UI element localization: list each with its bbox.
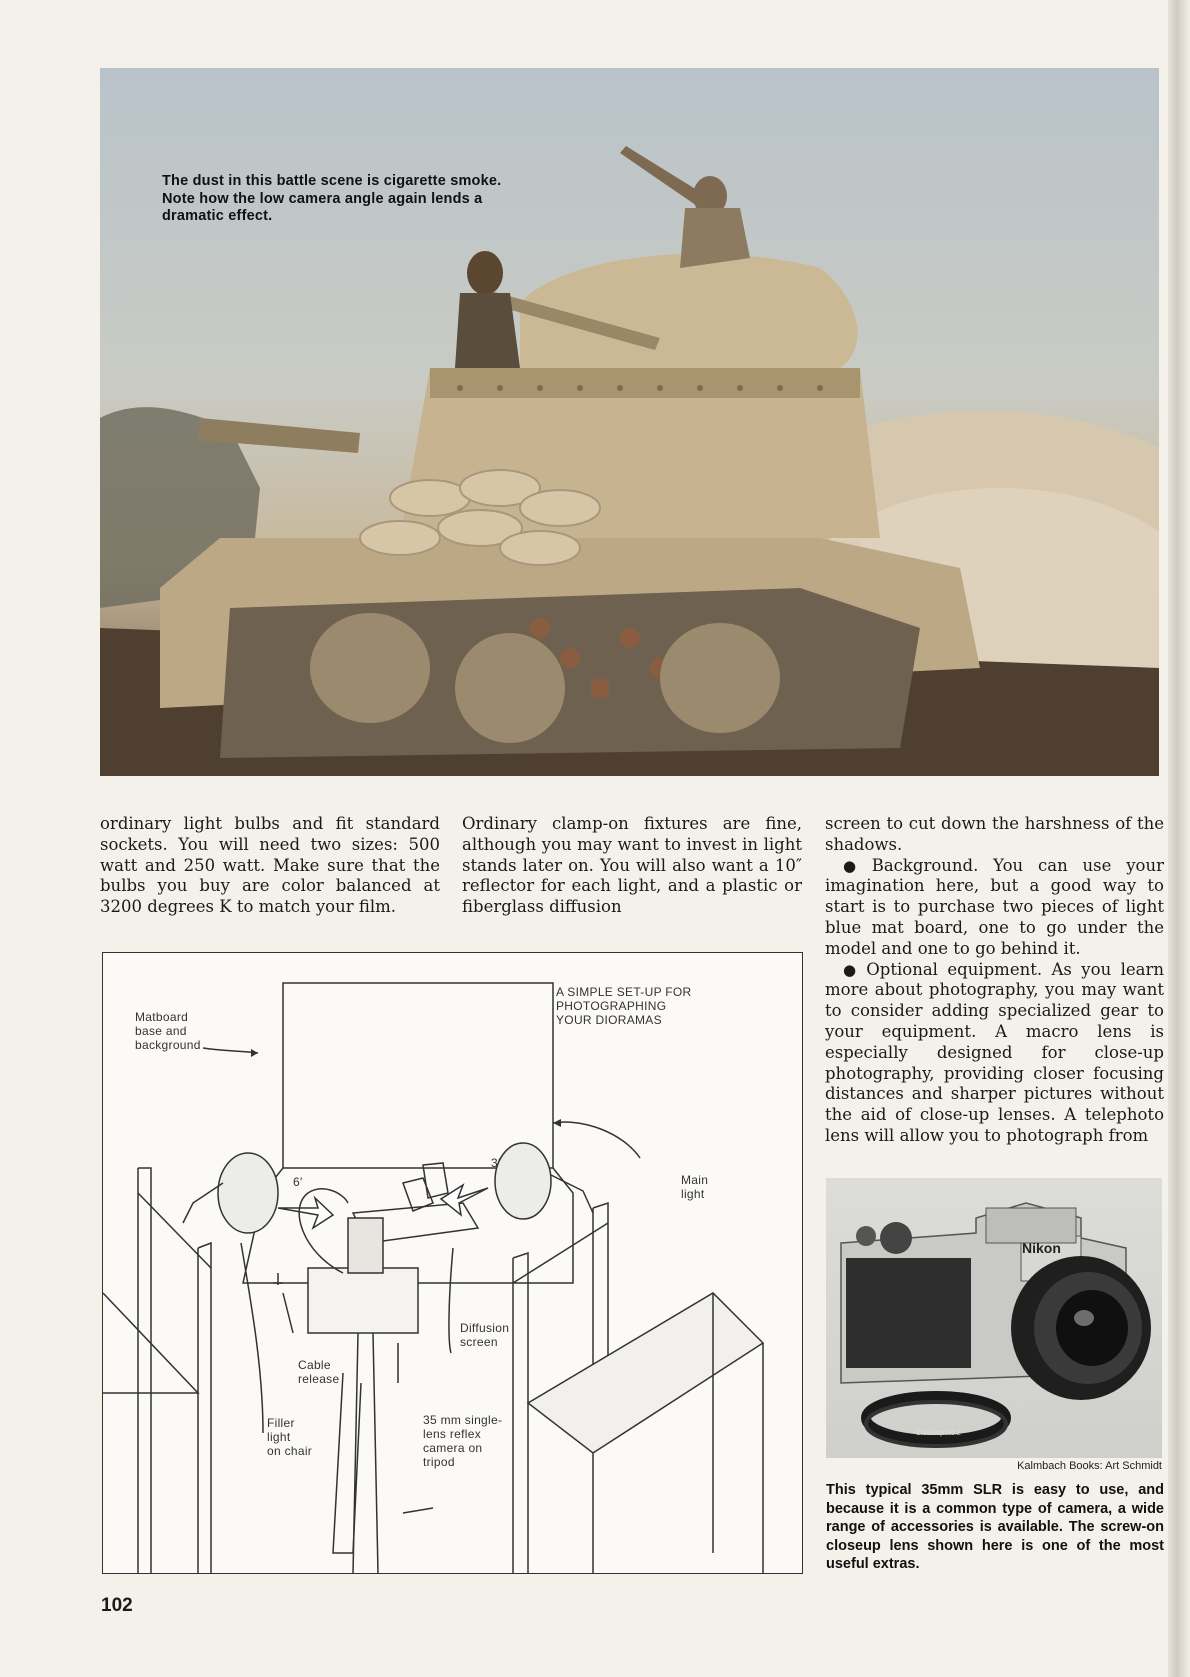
bullet-icon: ● <box>843 960 861 979</box>
diagram-title: A SIMPLE SET-UP FOR PHOTOGRAPHING YOUR DIORAMAS <box>556 985 692 1027</box>
label-cable-release: Cable release <box>298 1358 340 1386</box>
label-distance-right: 3′ <box>491 1156 501 1170</box>
tank-diorama-photo <box>100 68 1159 776</box>
page-number: 102 <box>101 1595 133 1616</box>
setup-diagram <box>102 952 803 1574</box>
setup-illustration <box>103 953 802 1573</box>
camera-photo <box>826 1178 1162 1458</box>
text-column-1 <box>100 814 440 918</box>
paragraph: Ordinary clamp-on fixtures are fine, although you may want to invest in light stands later on. You will also want a 10″ reflector for each light, and a plastic or fiberglass diffusion <box>462 814 802 917</box>
camera-illustration <box>826 1178 1162 1458</box>
label-distance-left: 6′ <box>293 1175 303 1189</box>
label-matboard: Matboard base and background <box>135 1010 201 1052</box>
paragraph-text: Optional equipment. As you learn more about photography, you may want to consider adding specialized gear to your equipment. A macro lens is especially designed for close-up photography, providing closer focusing distances and sharper pictures without the aid of close-up lenses. A telephoto lens will allow you to photograph from <box>825 959 1165 1145</box>
label-main-light: Main light <box>681 1173 709 1201</box>
bullet-icon: ● <box>843 856 866 875</box>
page-edge <box>1168 0 1190 1677</box>
paragraph: ordinary light bulbs and fit standard sockets. You will need two sizes: 500 watt and 250 watt. Make sure that the bulbs you buy are color balanced at 3200 degrees K to match your film. <box>100 814 440 917</box>
label-camera-tripod: 35 mm single- lens reflex camera on tripod <box>423 1413 503 1469</box>
paragraph-optional-equipment <box>825 960 1164 1147</box>
label-filler-light: Filler light on chair <box>267 1416 313 1458</box>
camera-brand-label: Nikon <box>1022 1240 1061 1256</box>
paragraph: screen to cut down the harshness of the shadows. <box>825 814 1164 854</box>
lens-ring-label: Close-up No.2 <box>916 1430 961 1437</box>
photo-credit: Kalmbach Books: Art Schmidt <box>1017 1460 1162 1472</box>
photo-caption: The dust in this battle scene is cigarette smoke. Note how the low camera angle again lends a dramatic effect. <box>162 173 502 224</box>
label-diffusion-screen: Diffusion screen <box>460 1321 510 1349</box>
paragraph-text: Background. You can use your imagination here, but a good way to start is to purchase two pieces of light blue mat board, one to go under the model and one to go behind it. <box>825 855 1165 958</box>
paragraph-background <box>825 856 1164 960</box>
camera-caption: This typical 35mm SLR is easy to use, and because it is a common type of camera, a wide range of accessories is available. The screw-on closeup lens shown here is one of the most useful extras. <box>826 1482 1164 1572</box>
text-column-2 <box>462 814 802 918</box>
text-column-3 <box>825 814 1164 1147</box>
